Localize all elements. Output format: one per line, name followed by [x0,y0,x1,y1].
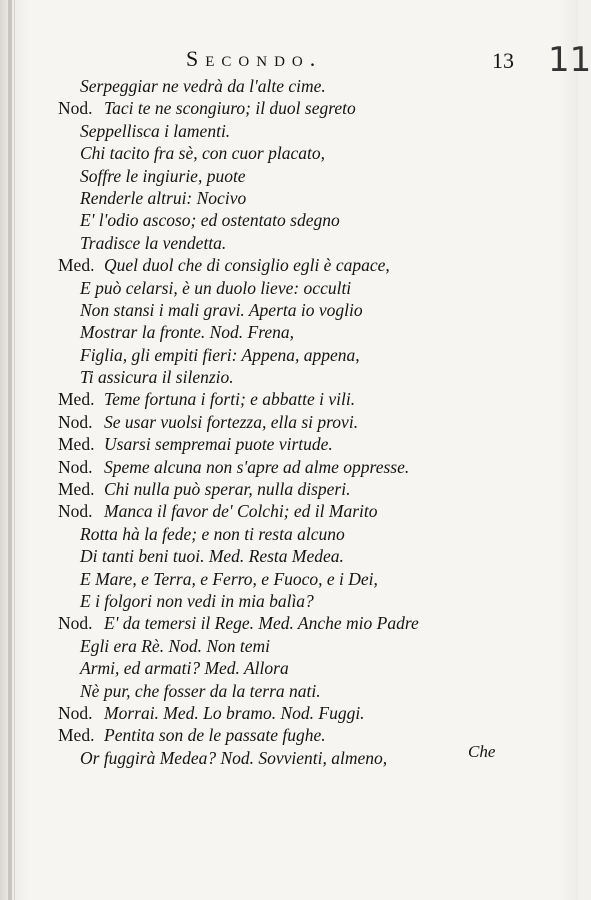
text-line [0,233,578,255]
line-text: E' da temersi il Rege. Med. Anche mio Padre [104,613,419,634]
line-text: Taci te ne scongiuro; il duol segreto [104,98,356,119]
text-line [0,278,578,300]
text-line [0,322,578,344]
line-text: Se usar vuolsi fortezza, ella si provi. [104,411,359,432]
text-line [0,76,578,98]
line-text: Mostrar la fronte. Nod. Frena, [80,322,295,343]
text-line [0,703,578,725]
text-line [0,546,578,568]
speaker-name: Med. [58,255,95,276]
dialogue-text [0,76,578,770]
line-text: Manca il favor de' Colchi; ed il Marito [104,501,378,522]
text-line [0,524,578,546]
text-line [0,613,578,635]
line-text: Di tanti beni tuoi. Med. Resta Medea. [80,546,344,567]
text-line [0,389,578,411]
speaker-name: Nod. [58,702,93,723]
running-head: Secondo. [186,46,323,71]
text-line [0,457,578,479]
line-text: E Mare, e Terra, e Ferro, e Fuoco, e i Dei, [80,568,378,589]
text-line [0,300,578,322]
speaker-name: Med. [58,389,95,410]
speaker-name: Med. [58,434,95,455]
line-text: Chi tacito fra sè, con cuor placato, [80,143,325,164]
text-line [0,681,578,703]
line-text: Usarsi sempremai puote virtude. [104,434,333,455]
line-text: Chi nulla può sperar, nulla disperi. [104,479,351,500]
line-text: Rotta hà la fede; e non ti resta alcuno [80,523,345,544]
text-line [0,569,578,591]
line-text: E' l'odio ascoso; ed ostentato sdegno [80,210,340,231]
line-text: Tradisce la vendetta. [80,232,227,253]
speaker-name: Nod. [58,98,93,119]
page-number: 13 [492,48,514,73]
text-line [0,479,578,501]
text-line [0,501,578,523]
text-line [0,188,578,210]
speaker-name: Med. [58,479,95,500]
line-text: Figlia, gli empiti fieri: Appena, appena, [80,344,360,365]
line-text: E i folgori non vedi in mia balìa? [80,590,314,611]
line-text: Speme alcuna non s'apre ad alme oppresse. [104,456,410,477]
text-line [0,658,578,680]
line-text: Egli era Rè. Nod. Non temi [80,635,271,656]
text-line [0,345,578,367]
margin-mark: 11 [548,40,591,80]
text-line [0,434,578,456]
text-line [0,166,578,188]
text-line [0,412,578,434]
text-line [0,121,578,143]
line-text: Quel duol che di consiglio egli è capace, [104,255,390,276]
line-text: Seppellisca i lamenti. [80,120,231,141]
text-line [0,143,578,165]
text-line [0,367,578,389]
text-line [0,210,578,232]
catchword: Che [468,742,496,761]
speaker-name: Nod. [58,456,93,477]
line-text: Nè pur, che fosser da la terra nati. [80,680,321,701]
line-text: Teme fortuna i forti; e abbatte i vili. [104,389,356,410]
line-text: Morrai. Med. Lo bramo. Nod. Fuggi. [104,702,365,723]
line-text: Ti assicura il silenzio. [80,367,234,388]
line-text: Serpeggiar ne vedrà da l'alte cime. [80,76,326,96]
line-text: Non stansi i mali gravi. Aperta io voglio [80,299,363,320]
text-line [0,591,578,613]
line-text: Soffre le ingiurie, puote [80,165,246,186]
line-text: Pentita son de le passate fughe. [104,725,326,746]
speaker-name: Nod. [58,501,93,522]
line-text: Renderle altrui: Nocivo [80,187,247,208]
page-header [0,40,591,80]
line-text: Armi, ed armati? Med. Allora [80,658,289,679]
text-line [0,255,578,277]
line-text: E può celarsi, è un duolo lieve: occulti [80,277,352,298]
speaker-name: Nod. [58,613,93,634]
speaker-name: Med. [58,725,95,746]
speaker-name: Nod. [58,411,93,432]
line-text: Or fuggirà Medea? Nod. Sovvienti, almeno, [80,747,388,768]
text-line [0,636,578,658]
text-line [0,98,578,120]
